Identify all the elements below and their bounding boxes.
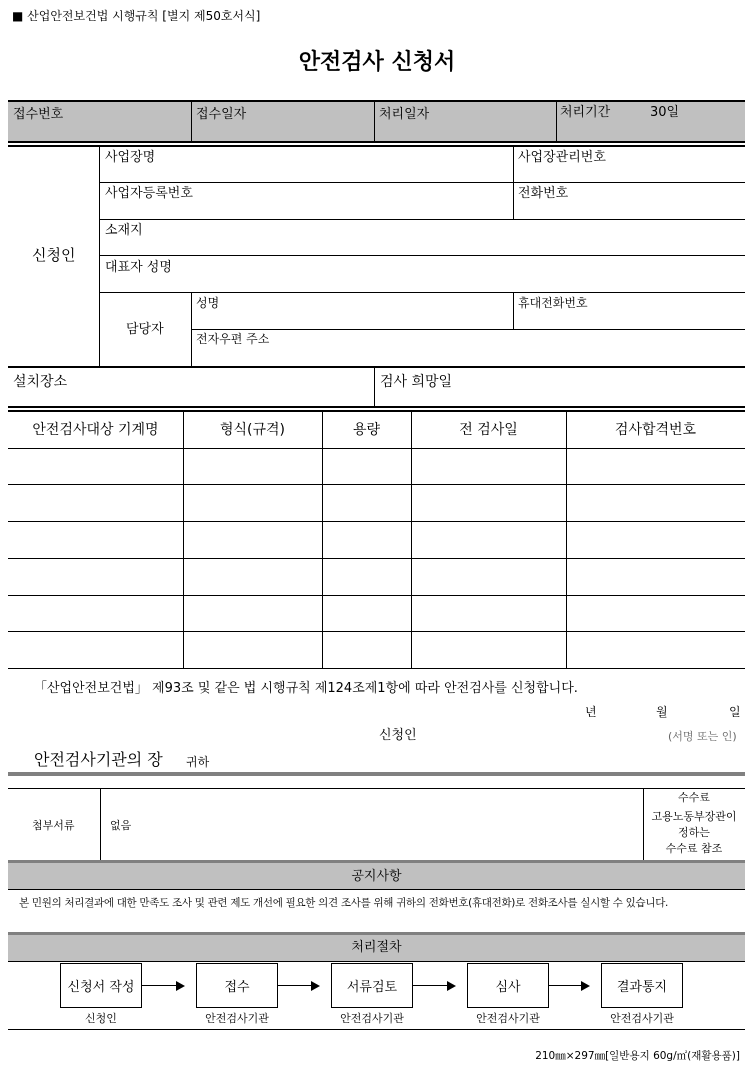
- processing-period-value: 30일: [650, 105, 680, 120]
- fee-line-2: 고용노동부장관이: [651, 810, 737, 823]
- month-label[interactable]: 월: [656, 705, 668, 719]
- processing-period-label: 처리기간: [560, 105, 611, 120]
- machine-table-header-pass-number: 검사합격번호: [614, 422, 697, 438]
- business-name-field[interactable]: 사업장명: [105, 150, 156, 165]
- contact-person-label: 담당자: [126, 322, 164, 337]
- signature-hint[interactable]: (서명 또는 인): [668, 730, 737, 743]
- page-title: 안전검사 신청서: [298, 50, 456, 75]
- table-row[interactable]: [8, 558, 745, 559]
- declaration-statement: 「산업안전보건법」 제93조 및 같은 법 시행규칙 제124조제1항에 따라 안전검사를 신청합니다.: [34, 681, 578, 696]
- representative-field[interactable]: 대표자 성명: [105, 260, 172, 275]
- recipient-suffix: 귀하: [186, 755, 210, 769]
- process-step-evaluate: 심사: [467, 963, 549, 1008]
- machine-table-header-model: 형식(규격): [219, 422, 286, 438]
- arrow-right-icon: [447, 981, 456, 991]
- mobile-field[interactable]: 휴대전화번호: [518, 296, 588, 310]
- business-reg-no-field[interactable]: 사업자등록번호: [105, 186, 193, 201]
- process-actor-4: 안전검사기관: [476, 1012, 540, 1025]
- receipt-number-label: 접수번호: [13, 107, 64, 122]
- process-step-review: 서류검토: [331, 963, 413, 1008]
- arrow-right-icon: [581, 981, 590, 991]
- applicant-section-label: 신청인: [32, 246, 76, 264]
- recipient: 안전검사기관의 장: [34, 750, 163, 769]
- attachments-value: 없음: [110, 819, 132, 832]
- process-step-notify: 결과통지: [601, 963, 683, 1008]
- receipt-date-label: 접수일자: [196, 107, 247, 122]
- receipt-bar: [8, 101, 745, 142]
- install-location-field[interactable]: 설치장소: [13, 374, 68, 390]
- arrow-icon: [142, 985, 178, 986]
- day-label[interactable]: 일: [729, 705, 741, 719]
- form-reference: ■ 산업안전보건법 시행규칙 [별지 제50호서식]: [12, 9, 261, 23]
- process-header: 처리절차: [351, 940, 402, 955]
- arrow-icon: [413, 985, 449, 986]
- applicant-signature-label: 신청인: [379, 728, 417, 743]
- fee-line-4: 수수료 참조: [665, 842, 723, 855]
- phone-field[interactable]: 전화번호: [518, 186, 569, 201]
- processed-date-label: 처리일자: [379, 107, 430, 122]
- process-actor-2: 안전검사기관: [205, 1012, 269, 1025]
- email-field[interactable]: 전자우편 주소: [196, 332, 270, 346]
- paper-spec: 210㎜×297㎜[일반용지 60g/㎡(재활용품)]: [535, 1050, 740, 1062]
- process-step-apply: 신청서 작성: [60, 963, 142, 1008]
- attachments-label: 첨부서류: [32, 819, 75, 832]
- arrow-right-icon: [311, 981, 320, 991]
- arrow-icon: [549, 985, 583, 986]
- table-row[interactable]: [8, 631, 745, 632]
- process-actor-1: 신청인: [85, 1012, 117, 1025]
- machine-table-header-capacity: 용량: [352, 422, 381, 438]
- contact-name-field[interactable]: 성명: [196, 296, 220, 310]
- table-row[interactable]: [8, 484, 745, 485]
- arrow-right-icon: [176, 981, 185, 991]
- process-actor-5: 안전검사기관: [610, 1012, 674, 1025]
- process-step-receive: 접수: [196, 963, 278, 1008]
- address-field[interactable]: 소재지: [105, 223, 143, 238]
- notice-header: 공지사항: [351, 869, 402, 884]
- notice-text: 본 민원의 처리결과에 대한 만족도 조사 및 관련 제도 개선에 필요한 의견 조사를 위해 귀하의 전화번호(휴대전화)로 전화조사를 실시할 수 있습니다.: [19, 897, 669, 909]
- machine-table-header-name: 안전검사대상 기계명: [32, 422, 159, 438]
- table-row[interactable]: [8, 521, 745, 522]
- machine-table-header-last-inspection: 전 검사일: [459, 422, 518, 438]
- business-mgmt-no-field[interactable]: 사업장관리번호: [518, 150, 606, 165]
- arrow-icon: [278, 985, 313, 986]
- process-actor-3: 안전검사기관: [340, 1012, 404, 1025]
- fee-line-3: 정하는: [678, 826, 710, 839]
- table-row[interactable]: [8, 595, 745, 596]
- desired-date-field[interactable]: 검사 희망일: [380, 374, 453, 390]
- fee-line-1: 수수료: [678, 791, 710, 804]
- year-label[interactable]: 년: [585, 705, 597, 719]
